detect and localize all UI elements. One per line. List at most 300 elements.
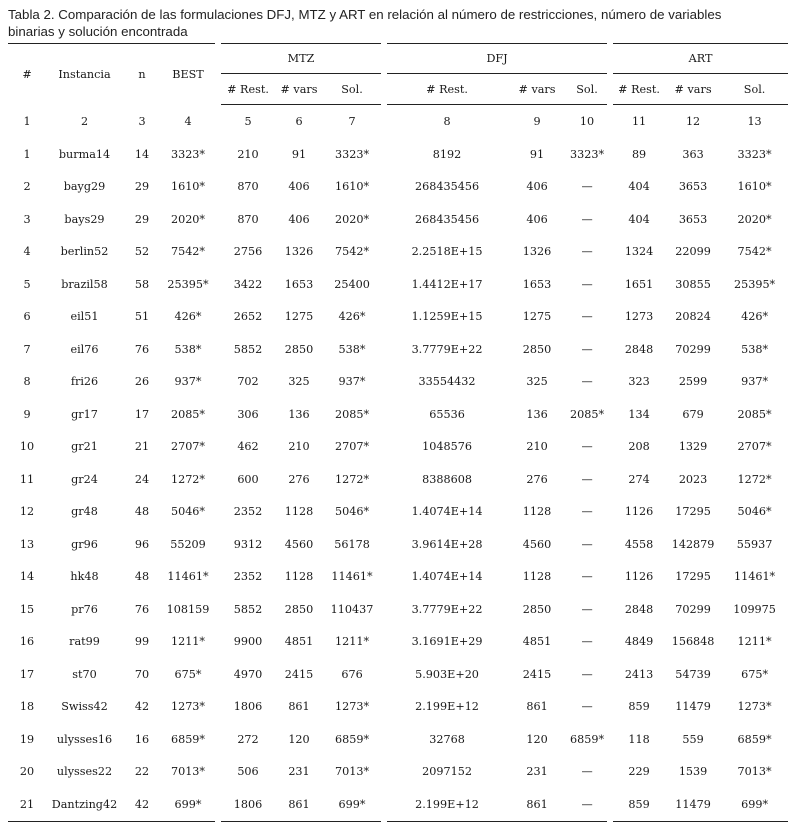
table-cell: 96: [134, 537, 150, 551]
table-cell: 406: [288, 212, 310, 226]
table-cell: ulysses16: [56, 732, 113, 746]
table-cell: 559: [682, 732, 704, 746]
table-cell: 1211*: [737, 635, 772, 649]
table-cell: 8: [23, 375, 31, 389]
table-cell: 1653: [522, 277, 552, 291]
column-number-cell: 5: [244, 115, 252, 128]
table-cell: ulysses22: [56, 765, 113, 779]
table-cell: 3.7779E+22: [411, 342, 483, 356]
table-cell: st70: [72, 667, 97, 681]
table-cell: 7013*: [334, 765, 370, 779]
table-cell: 32768: [429, 732, 465, 746]
table-cell: 937*: [174, 375, 202, 389]
table-cell: 1273*: [334, 700, 370, 714]
table-cell: 3: [23, 212, 31, 226]
table-cell: 9900: [233, 635, 263, 649]
table-cell: 406: [288, 180, 310, 194]
table-cell: 76: [134, 602, 150, 616]
table-cell: 6859*: [570, 732, 605, 746]
table-cell: 11461*: [331, 570, 373, 584]
header-mtz-sol: Sol.: [323, 74, 381, 105]
table-cell: 91: [291, 147, 307, 161]
table-cell: 870: [237, 180, 259, 194]
table-cell: 51: [134, 310, 150, 324]
table-cell: 4851: [522, 635, 552, 649]
table-cell: 1.4412E+17: [411, 277, 483, 291]
table-cell: 8192: [432, 147, 462, 161]
table-cell: 2850: [284, 602, 314, 616]
table-cell: 2.2518E+15: [411, 245, 483, 259]
table-cell: bayg29: [63, 180, 106, 194]
table-cell: 1273: [624, 310, 654, 324]
table-cell: 16: [134, 732, 150, 746]
table-cell: 22: [134, 765, 150, 779]
table-cell: 2707*: [170, 440, 206, 454]
table-cell: 274: [628, 472, 650, 486]
table-cell: 1610*: [737, 180, 772, 194]
table-cell: 55937: [736, 537, 773, 551]
header-row-groups: [8, 44, 788, 74]
comparison-table: [8, 43, 788, 822]
table-cell: 136: [288, 407, 310, 421]
table-row: [8, 333, 788, 366]
table-cell: 12: [19, 505, 35, 519]
table-cell: —: [581, 277, 593, 291]
table-cell: gr96: [71, 537, 98, 551]
table-cell: 156848: [671, 635, 715, 649]
column-number-cell: 3: [138, 114, 146, 128]
table-cell: 2415: [522, 667, 552, 681]
table-cell: 2707*: [334, 440, 370, 454]
table-cell: 325: [526, 375, 548, 389]
table-cell: 21: [8, 788, 46, 821]
table-cell: 1.4074E+14: [411, 505, 483, 519]
table-row: [8, 301, 788, 334]
table-cell: 1211*: [170, 635, 206, 649]
table-cell: 2756: [233, 245, 263, 259]
table-cell: 272: [237, 732, 259, 746]
table-cell: 20: [19, 765, 35, 779]
table-cell: fri26: [70, 375, 99, 389]
table-cell: 3.1691E+29: [411, 635, 483, 649]
column-number-cell: 8: [443, 115, 451, 128]
table-cell: —: [581, 635, 593, 649]
table-cell: 18: [19, 700, 35, 714]
table-cell: 538*: [741, 342, 769, 356]
table-cell: 1.4074E+14: [411, 570, 483, 584]
table-cell: 1329: [678, 440, 708, 454]
table-cell: 5046*: [737, 505, 772, 519]
table-row: [8, 691, 788, 724]
table-cell: 120: [288, 732, 310, 746]
table-cell: 2085*: [334, 407, 370, 421]
table-cell: 136: [526, 407, 548, 421]
table-cell: eil51: [70, 310, 99, 324]
table-row: [8, 593, 788, 626]
table-cell: 5852: [233, 342, 263, 356]
table-cell: 4849: [624, 635, 654, 649]
table-row: [8, 496, 788, 529]
table-cell: 142879: [671, 537, 715, 551]
table-cell: 55209: [170, 537, 206, 551]
header-mtz-rest: # Rest.: [221, 74, 275, 105]
table-cell: 29: [134, 180, 150, 194]
table-cell: 2413: [624, 667, 654, 681]
table-cell: 699*: [161, 788, 215, 821]
table-cell: 15: [19, 602, 35, 616]
table-cell: —: [581, 537, 593, 551]
table-row: [8, 171, 788, 204]
table-cell: 2850: [522, 602, 552, 616]
table-cell: 406: [526, 212, 548, 226]
table-cell: 2848: [624, 602, 654, 616]
table-caption: Tabla 2. Comparación de las formulaciones DFJ, MTZ y ART en relación al número de restricciones, número de variables binarias y solución encontrada: [8, 7, 722, 39]
table-cell: 56178: [334, 537, 370, 551]
table-cell: 65536: [429, 407, 465, 421]
table-cell: 702: [237, 375, 259, 389]
header-group-dfj: DFJ: [387, 44, 607, 74]
table-cell: 538*: [338, 342, 366, 356]
table-cell: 6: [23, 310, 31, 324]
table-cell: 3653: [678, 212, 708, 226]
table-cell: Dantzing42: [46, 788, 123, 821]
table-cell: 229: [628, 765, 650, 779]
table-cell: 1: [23, 147, 31, 161]
table-cell: 1653: [284, 277, 314, 291]
table-cell: 99: [134, 635, 150, 649]
table-cell: 306: [237, 407, 259, 421]
table-cell: brazil58: [61, 277, 108, 291]
table-cell: 89: [631, 147, 647, 161]
table-cell: 268435456: [415, 180, 480, 194]
table-cell: 4851: [284, 635, 314, 649]
table-cell: 14: [19, 570, 35, 584]
table-cell: 70299: [675, 602, 711, 616]
table-cell: 42: [123, 788, 161, 821]
table-cell: 70: [134, 667, 150, 681]
header-dfj-sol: Sol.: [567, 74, 607, 105]
table-cell: 1272*: [170, 472, 206, 486]
table-cell: —: [581, 342, 593, 356]
column-number-cell: 11: [631, 115, 647, 128]
table-cell: 5046*: [334, 505, 370, 519]
table-cell: 208: [628, 440, 650, 454]
table-cell: 676: [341, 667, 363, 681]
table-cell: —: [581, 472, 593, 486]
table-cell: 2085*: [570, 407, 605, 421]
table-cell: 2.199E+12: [415, 700, 479, 714]
column-number-cell: 12: [685, 115, 701, 128]
table-cell: 11: [19, 472, 35, 486]
table-cell: 210: [526, 440, 548, 454]
table-cell: 3323*: [334, 147, 370, 161]
table-row: [8, 463, 788, 496]
table-cell: 210: [288, 440, 310, 454]
table-cell: 25395*: [733, 277, 776, 291]
table-row: [8, 756, 788, 789]
table-cell: —: [581, 310, 593, 324]
table-cell: 1326: [522, 245, 552, 259]
table-cell: 58: [134, 277, 150, 291]
table-row: [8, 431, 788, 464]
table-cell: 404: [628, 212, 650, 226]
table-cell: 699*: [721, 788, 788, 821]
table-cell: 109975: [733, 602, 776, 616]
header-group-art: ART: [613, 44, 788, 74]
table-cell: 323: [628, 375, 650, 389]
column-number-cell: 7: [348, 115, 356, 128]
table-cell: 6859*: [737, 732, 772, 746]
table-row: [8, 528, 788, 561]
table-cell: 1275: [522, 310, 552, 324]
table-cell: 30855: [675, 277, 711, 291]
table-row: [8, 658, 788, 691]
table-cell: 6859*: [170, 732, 206, 746]
table-cell: 937*: [338, 375, 366, 389]
column-number-cell: 1: [23, 114, 31, 128]
table-cell: 861: [275, 788, 323, 821]
table-cell: 2085*: [170, 407, 206, 421]
table-cell: pr76: [71, 602, 98, 616]
table-cell: 859: [613, 788, 665, 821]
table-cell: 25395*: [167, 277, 209, 291]
table-row: [8, 366, 788, 399]
table-cell: 210: [237, 147, 259, 161]
table-cell: —: [581, 505, 593, 519]
table-cell: 48: [134, 505, 150, 519]
column-number-row: [8, 105, 788, 139]
table-cell: 5046*: [170, 505, 206, 519]
table-cell: 20824: [675, 310, 711, 324]
table-cell: 1273*: [170, 700, 206, 714]
table-cell: 679: [682, 407, 704, 421]
table-cell: 2: [23, 180, 31, 194]
table-cell: 11461*: [167, 570, 209, 584]
table-cell: 861: [526, 700, 548, 714]
header-art-sol: Sol.: [721, 74, 788, 105]
table-body: [8, 105, 788, 822]
table-cell: 13: [19, 537, 35, 551]
table-row: [8, 398, 788, 431]
table-cell: 17295: [675, 505, 711, 519]
table-cell: 2020*: [737, 212, 772, 226]
table-cell: gr17: [71, 407, 98, 421]
table-cell: 1048576: [422, 440, 472, 454]
table-cell: 1324: [624, 245, 654, 259]
table-cell: 1128: [522, 570, 552, 584]
table-cell: 70299: [675, 342, 711, 356]
table-cell: 7: [23, 342, 31, 356]
table-cell: 404: [628, 180, 650, 194]
column-number-cell: 4: [184, 114, 192, 128]
table-cell: —: [581, 440, 593, 454]
table-cell: 1651: [624, 277, 654, 291]
table-cell: 675*: [174, 667, 202, 681]
table-cell: gr21: [71, 440, 98, 454]
table-cell: 1211*: [334, 635, 370, 649]
table-cell: —: [581, 375, 593, 389]
table-cell: 108159: [166, 602, 210, 616]
header-instance: Instancia: [46, 44, 123, 105]
table-cell: 870: [237, 212, 259, 226]
table-cell: 11479: [675, 700, 711, 714]
table-cell: 1.1259E+15: [411, 310, 483, 324]
table-cell: 1273*: [737, 700, 772, 714]
table-cell: —: [581, 212, 593, 226]
table-row: [8, 203, 788, 236]
table-cell: 7013*: [170, 765, 206, 779]
table-cell: 699*: [323, 788, 381, 821]
table-cell: 325: [288, 375, 310, 389]
table-cell: 24: [134, 472, 150, 486]
table-cell: —: [581, 602, 593, 616]
table-cell: 1128: [284, 570, 314, 584]
header-dfj-rest: # Rest.: [387, 74, 507, 105]
table-cell: 48: [134, 570, 150, 584]
table-cell: 29: [134, 212, 150, 226]
table-cell: 2707*: [737, 440, 772, 454]
table-cell: 861: [288, 700, 310, 714]
table-cell: 14: [134, 147, 150, 161]
table-cell: 1126: [624, 570, 654, 584]
table-cell: 5: [23, 277, 31, 291]
table-cell: —: [581, 700, 593, 714]
table-cell: 4970: [233, 667, 263, 681]
table-cell: 91: [529, 147, 545, 161]
table-cell: 3323*: [570, 147, 605, 161]
table-cell: 406: [526, 180, 548, 194]
table-cell: 231: [526, 765, 548, 779]
table-cell: 276: [526, 472, 548, 486]
header-art-rest: # Rest.: [613, 74, 665, 105]
table-cell: 2020*: [170, 212, 206, 226]
table-cell: 54739: [675, 667, 711, 681]
table-cell: 25400: [334, 277, 370, 291]
column-number-cell: 2: [80, 114, 89, 128]
table-cell: 8388608: [422, 472, 472, 486]
table-cell: 861: [507, 788, 567, 821]
table-row: [8, 788, 788, 821]
table-cell: 1539: [678, 765, 708, 779]
table-cell: 7542*: [737, 245, 772, 259]
table-cell: 276: [288, 472, 310, 486]
table-cell: 6859*: [334, 732, 370, 746]
header-n: n: [123, 44, 161, 105]
table-cell: 937*: [741, 375, 769, 389]
table-cell: Swiss42: [61, 700, 108, 714]
table-cell: 231: [288, 765, 310, 779]
table-cell: 2020*: [334, 212, 370, 226]
table-cell: 1128: [522, 505, 552, 519]
table-cell: 42: [134, 700, 150, 714]
table-cell: 4: [23, 245, 31, 259]
table-cell: 1610*: [170, 180, 206, 194]
header-dfj-vars: # vars: [507, 74, 567, 105]
table-row: [8, 236, 788, 269]
table-cell: 3.7779E+22: [411, 602, 483, 616]
table-cell: 2850: [284, 342, 314, 356]
table-cell: gr48: [71, 505, 98, 519]
table-cell: 268435456: [415, 212, 480, 226]
table-cell: 16: [19, 635, 35, 649]
table-cell: 1610*: [334, 180, 370, 194]
table-cell: 3323*: [170, 147, 206, 161]
table-cell: 7542*: [170, 245, 206, 259]
table-cell: 10: [19, 440, 35, 454]
table-cell: 7542*: [334, 245, 370, 259]
table-cell: 426*: [338, 310, 366, 324]
table-cell: 5852: [233, 602, 263, 616]
table-cell: 2085*: [737, 407, 772, 421]
header-art-vars: # vars: [665, 74, 721, 105]
column-number-cell: 6: [295, 115, 303, 128]
table-row: [8, 723, 788, 756]
table-cell: eil76: [70, 342, 99, 356]
table-cell: 1275: [284, 310, 314, 324]
table-cell: 4560: [284, 537, 314, 551]
table-cell: 462: [237, 440, 259, 454]
table-cell: 2352: [233, 570, 263, 584]
table-cell: 118: [628, 732, 650, 746]
header-index: #: [8, 44, 46, 105]
table-cell: 4558: [624, 537, 654, 551]
table-cell: 2850: [522, 342, 552, 356]
table-cell: burma14: [58, 147, 111, 161]
table-cell: 1272*: [334, 472, 370, 486]
table-cell: 538*: [174, 342, 202, 356]
table-cell: bays29: [64, 212, 105, 226]
table-row: [8, 138, 788, 171]
table-cell: 2023: [678, 472, 708, 486]
table-cell: rat99: [69, 635, 100, 649]
table-cell: gr24: [71, 472, 98, 486]
table-cell: 5.903E+20: [415, 667, 479, 681]
table-cell: 3422: [233, 277, 263, 291]
table-row: [8, 268, 788, 301]
table-cell: 17295: [675, 570, 711, 584]
table-cell: 120: [526, 732, 548, 746]
table-cell: 52: [134, 245, 150, 259]
table-cell: 33554432: [418, 375, 476, 389]
table-cell: 426*: [741, 310, 769, 324]
table-cell: 19: [19, 732, 35, 746]
table-cell: 11461*: [733, 570, 776, 584]
table-cell: 2.199E+12: [387, 788, 507, 821]
table-cell: 426*: [174, 310, 202, 324]
table-cell: 4560: [522, 537, 552, 551]
table-cell: 21: [134, 440, 150, 454]
table-cell: 17: [134, 407, 150, 421]
table-cell: 17: [19, 667, 35, 681]
header-group-mtz: MTZ: [221, 44, 381, 74]
table-cell: 1126: [624, 505, 654, 519]
table-cell: 3653: [678, 180, 708, 194]
table-row: [8, 626, 788, 659]
table-row: [8, 561, 788, 594]
table-cell: —: [567, 788, 607, 821]
table-cell: 3323*: [737, 147, 772, 161]
table-cell: 134: [628, 407, 650, 421]
table-cell: 3.9614E+28: [411, 537, 483, 551]
table-cell: 2599: [678, 375, 708, 389]
table-cell: 1326: [284, 245, 314, 259]
header-best: BEST: [161, 44, 215, 105]
table-cell: hk48: [70, 570, 99, 584]
table-cell: 76: [134, 342, 150, 356]
header-mtz-vars: # vars: [275, 74, 323, 105]
table-cell: 1272*: [737, 472, 772, 486]
table-cell: 363: [682, 147, 704, 161]
